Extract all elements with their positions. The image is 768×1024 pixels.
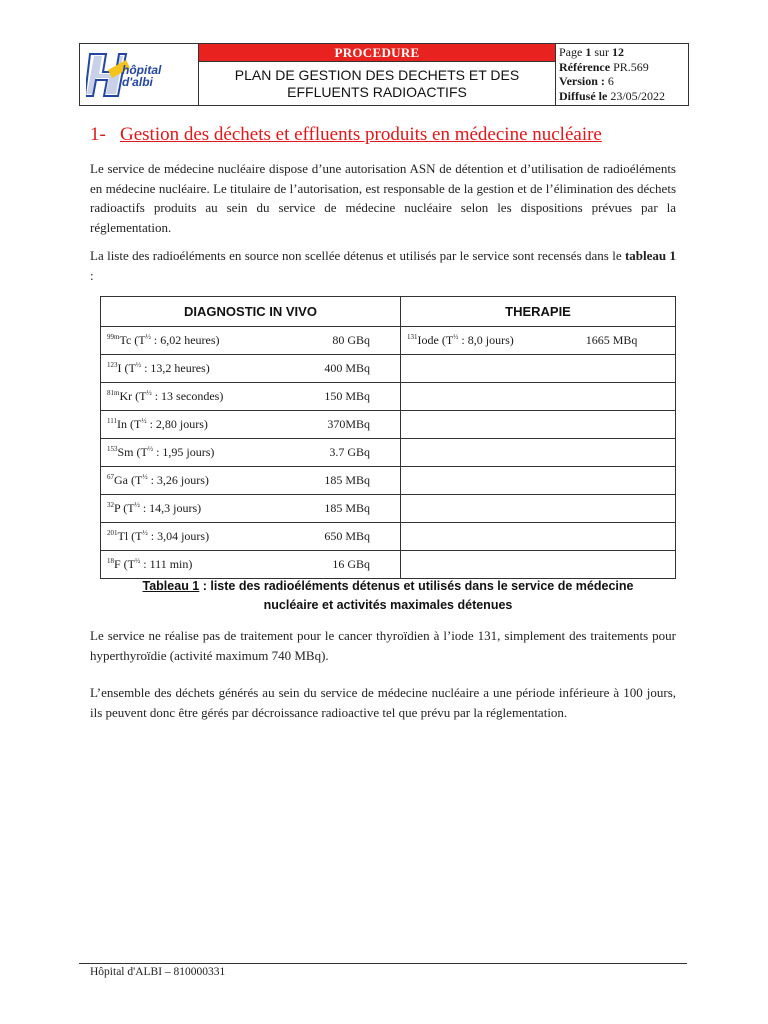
- isotope-activity: 3.7 GBq: [329, 445, 370, 459]
- isotope-mass: 123: [107, 361, 118, 369]
- period-mark: ½: [142, 529, 148, 537]
- period-mark: ½: [145, 333, 151, 341]
- section-heading: [90, 124, 602, 146]
- isotope-label: [107, 389, 223, 404]
- isotope-activity: 1665 MBq: [585, 333, 638, 347]
- isotope-activity: 650 MBq: [324, 529, 370, 543]
- isotope-label: [107, 501, 201, 516]
- isotope-label: [107, 333, 220, 348]
- table-row: [101, 439, 676, 467]
- diagnostic-cell: [101, 383, 401, 411]
- table-row: [101, 495, 676, 523]
- isotope-period: : 8,0 jours): [458, 333, 514, 347]
- page-total: 12: [612, 45, 624, 59]
- document-header: [79, 43, 689, 106]
- isotope-activity: 185 MBq: [324, 501, 370, 515]
- paragraph-2-table-ref: tableau 1: [624, 248, 677, 263]
- table-row: [101, 523, 676, 551]
- table-caption: [100, 577, 676, 615]
- diffuse-info: [559, 89, 688, 104]
- isotope-mass: 32: [107, 501, 114, 509]
- version-value: 6: [607, 74, 614, 88]
- isotope-period: : 1,95 jours): [153, 445, 215, 459]
- isotope-label: [107, 557, 192, 572]
- footer-divider: [79, 963, 687, 964]
- diffuse-value: 23/05/2022: [610, 88, 665, 103]
- paragraph-3: Le service ne réalise pas de traitement pour le cancer thyroïdien à l’iode 131, simplement des traitements pour hyperthyroïdie (activité maximum 740 MBq).: [90, 628, 676, 663]
- isotope-activity: 16 GBq: [332, 557, 370, 571]
- paragraph-4: L’ensemble des déchets générés au sein du service de médecine nucléaire a une période inférieure à 100 jours, ils peuvent donc être gérés par décroissance radioactive tel que prévu par la réglementation.: [90, 685, 676, 720]
- therapie-cell: [401, 355, 676, 383]
- isotope-name: Iode (T: [417, 333, 454, 347]
- caption-text: : liste des radioéléments détenus et utilisés dans le service de médecine: [199, 579, 634, 593]
- isotope-mass: 99m: [107, 333, 120, 341]
- diagnostic-cell: [101, 495, 401, 523]
- page-info: [559, 45, 688, 60]
- therapie-cell: [401, 467, 676, 495]
- diagnostic-cell: [101, 355, 401, 383]
- table-row: [101, 327, 676, 355]
- isotope-name: F (T: [114, 557, 135, 571]
- isotope-activity: 150 MBq: [324, 389, 370, 403]
- isotope-name: P (T: [114, 501, 135, 515]
- version-label: Version :: [559, 74, 605, 88]
- isotope-period: : 3,26 jours): [147, 473, 209, 487]
- diagnostic-cell: [101, 523, 401, 551]
- diagnostic-cell: [101, 327, 401, 355]
- isotope-label: [107, 529, 209, 544]
- table-row: [101, 383, 676, 411]
- isotope-label: [107, 361, 210, 376]
- diffuse-label: Diffusé le: [559, 88, 608, 103]
- paragraph-2-text: La liste des radioéléments en source non scellée détenus et utilisés par le service sont recensés dans le: [90, 248, 625, 263]
- isotope-period: : 13 secondes): [151, 389, 224, 403]
- isotope-name: In (T: [116, 417, 142, 431]
- caption-line2: nucléaire et activités maximales détenues: [263, 598, 513, 612]
- isotope-name: Tl (T: [117, 529, 143, 543]
- isotope-label: [107, 445, 214, 460]
- isotope-label: [407, 333, 514, 348]
- section-number: 1-: [90, 124, 106, 145]
- isotope-label: [107, 473, 209, 488]
- meta-cell: [556, 44, 688, 105]
- isotope-name: Tc (T: [119, 333, 146, 347]
- isotope-name: Ga (T: [114, 473, 143, 487]
- reference-label: Référence: [559, 59, 611, 74]
- header-therapie: THERAPIE: [401, 297, 676, 327]
- section-title: Gestion des déchets et effluents produits en médecine nucléaire: [120, 124, 602, 145]
- isotope-name: Kr (T: [119, 389, 147, 403]
- table-row: [101, 467, 676, 495]
- paragraph-2: [90, 246, 676, 285]
- period-mark: ½: [134, 501, 140, 509]
- isotope-mass: 131: [407, 333, 418, 341]
- page-number: 1: [585, 45, 592, 59]
- period-mark: ½: [135, 361, 142, 369]
- procedure-banner: PROCEDURE: [199, 44, 555, 62]
- isotope-label: [107, 417, 208, 432]
- table-row: [101, 411, 676, 439]
- isotope-period: : 2,80 jours): [146, 417, 208, 431]
- period-mark: ½: [142, 473, 148, 481]
- diagnostic-cell: [101, 551, 401, 579]
- diagnostic-cell: [101, 439, 401, 467]
- logo-cell: [80, 44, 199, 105]
- period-mark: ½: [146, 389, 152, 397]
- radioelements-table: [100, 296, 676, 579]
- isotope-activity: 185 MBq: [324, 473, 370, 487]
- isotope-activity: 400 MBq: [324, 361, 370, 375]
- therapie-cell: [401, 523, 676, 551]
- header-diagnostic: DIAGNOSTIC IN VIVO: [101, 297, 401, 327]
- logo-text: [122, 64, 161, 88]
- logo-line1: hôpital: [122, 63, 162, 77]
- caption-label: Tableau 1: [142, 579, 200, 593]
- document-title-line1: PLAN DE GESTION DES DECHETS ET DES: [234, 67, 520, 83]
- isotope-period: : 6,02 heures): [150, 333, 220, 347]
- isotope-mass: 111: [107, 417, 117, 425]
- period-mark: ½: [147, 445, 154, 453]
- table-row: [101, 551, 676, 579]
- therapie-cell: [401, 383, 676, 411]
- therapie-cell: [401, 439, 676, 467]
- period-mark: ½: [453, 333, 459, 341]
- period-mark: ½: [141, 417, 147, 425]
- reference-info: [559, 60, 688, 75]
- page-label: Page: [559, 45, 583, 59]
- paragraph-2-colon: :: [90, 267, 94, 283]
- therapie-cell: [401, 551, 676, 579]
- page-sep: sur: [594, 45, 609, 59]
- caption-line1: [100, 577, 676, 596]
- isotope-mass: 201: [107, 529, 118, 537]
- diagnostic-cell: [101, 467, 401, 495]
- isotope-period: : 3,04 jours): [147, 529, 210, 543]
- isotope-mass: 18: [107, 557, 114, 565]
- paragraph-1: Le service de médecine nucléaire dispose d’une autorisation ASN de détention et d’utilisation de radioéléments en médecine nucléaire. Le titulaire de l’autorisation, est responsable de la gestion et de l’élimination des déchets radioactifs produits au sein du service de médecine nucléaire selon les dispositions prévues par la réglementation.: [90, 161, 676, 235]
- isotope-name: Sm (T: [117, 445, 148, 459]
- isotope-mass: 81m: [107, 389, 120, 397]
- isotope-period: : 111 min): [140, 557, 193, 571]
- table-header-row: [101, 297, 676, 327]
- title-cell: [199, 44, 556, 105]
- isotope-mass: 67: [107, 473, 114, 481]
- period-mark: ½: [135, 557, 141, 565]
- version-info: [559, 74, 688, 89]
- diagnostic-cell: [101, 411, 401, 439]
- isotope-activity: 80 GBq: [332, 333, 370, 347]
- isotope-mass: 153: [107, 445, 118, 453]
- logo-line2: d'albi: [122, 75, 153, 89]
- isotope-name: I (T: [117, 361, 136, 375]
- document-title: [199, 62, 555, 101]
- table-row: [101, 355, 676, 383]
- document-title-line2: EFFLUENTS RADIOACTIFS: [287, 84, 467, 100]
- therapie-cell: [401, 495, 676, 523]
- isotope-activity: 370MBq: [327, 417, 370, 431]
- therapie-cell: [401, 327, 676, 355]
- isotope-period: : 13,2 heures): [141, 361, 210, 375]
- therapie-cell: [401, 411, 676, 439]
- isotope-period: : 14,3 jours): [139, 501, 202, 515]
- reference-value: PR.569: [613, 59, 649, 74]
- footer-text: Hôpital d'ALBI – 810000331: [90, 966, 226, 978]
